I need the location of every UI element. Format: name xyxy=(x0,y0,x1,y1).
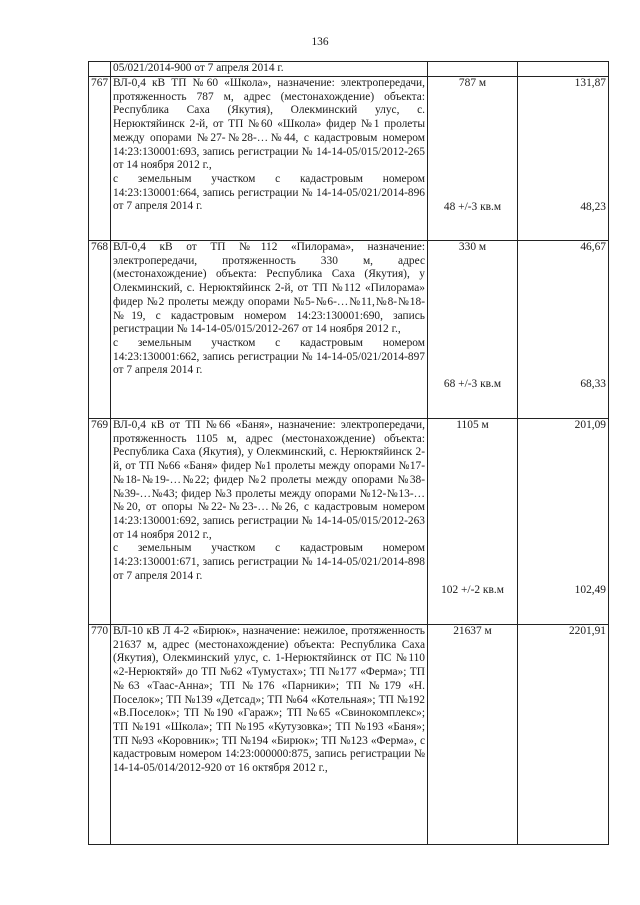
land-value: 68,33 xyxy=(580,378,606,390)
object-description-cell xyxy=(111,419,428,625)
object-description: ВЛ-0,4 кВ от ТП №66 «Баня», назначение: электропередачи, протяженность 1105 м, адрес (местонахождение) объекта: Республика Саха (Якутия), у Олекминский, с. Нерюктяйинск 2-й, от ТП №66 «Баня» фидер №1 пролеты между опорами №17-№18-№19-…№22; фидер №2 пролеты между опорами №38-№39-…№43; фидер №3 пролеты между опорами №12-№13-…№20, от опоры №22-№23-…№26, с кадастровым номером 14:23:130001:692, запись регистрации № 14-14-05/015/2012-263 от 14 ноября 2012 г., xyxy=(113,419,425,541)
value-cell xyxy=(518,419,609,625)
object-length: 21637 м xyxy=(453,625,492,637)
land-plot-description: с земельным участком с кадастровым номером 14:23:130001:671, запись регистрации № 14-14-05/021/2014-898 от 7 апреля 2014 г. xyxy=(113,542,425,582)
land-value: 102,49 xyxy=(574,584,606,596)
table-row xyxy=(89,241,609,419)
object-value: 131,87 xyxy=(574,77,606,89)
object-description-cell xyxy=(111,241,428,419)
table-row xyxy=(89,77,609,241)
carryover-value-cell xyxy=(518,62,609,77)
value-cell xyxy=(518,77,609,241)
object-description: ВЛ-10 кВ Л 4-2 «Бирюк», назначение: нежилое, протяженность 21637 м, адрес (местонахождение) объекта: Республика Саха (Якутия), Олекминский улус, с. 1-Нерюктяйинск от ПС №110 «2-Нерюктяй» до ТП №62 «Тумустах»; ТП №177 «Ферма»; ТП №63 «Таас-Анна»; ТП №176 «Парники»; ТП №179 «Н. Поселок»; ТП №139 «Детсад»; ТП №64 «Котельная»; ТП №192 «В.Поселок»; ТП №190 «Гараж»; ТП №65 «Свинокомплекс»; ТП №191 «Школа»; ТП №195 «Кутузовка»; ТП №193 «Баня»; ТП №93 «Коровник»; ТП №194 «Бирюк»; ТП №123 «Ферма», с кадастровым номером 14:23:000000:875, запись регистрации № 14-14-05/014/2012-920 от 16 октября 2012 г., xyxy=(113,625,425,775)
land-area: 48 +/-3 кв.м xyxy=(443,201,502,213)
carryover-text-cell xyxy=(111,62,428,77)
table-row xyxy=(89,625,609,845)
page-number: 136 xyxy=(311,36,329,48)
object-description: ВЛ-0,4 кВ от ТП №112 «Пилорама», назначение: электропередачи, протяженность 330 м, адрес (местонахождение) объекта: Республика Саха (Якутия), у Олекминский, с. Нерюктяйинск 2-й, от ТП №112 «Пилорама» фидер №2 пролеты между опорами №5-№6-…№11,№8-№18-№19, с кадастровым номером 14:23:130001:690, запись регистрации № 14-14-05/015/2012-267 от 14 ноября 2012 г., xyxy=(113,241,425,336)
carryover-text: 05/021/2014-900 от 7 апреля 2014 г. xyxy=(113,62,284,74)
object-length: 1105 м xyxy=(456,419,489,431)
object-value: 201,09 xyxy=(574,419,606,431)
object-description: ВЛ-0,4 кВ ТП №60 «Школа», назначение: электропередачи, протяженность 787 м, адрес (местонахождение) объекта: Республика Саха (Якутия), Олекминский улус, с. Нерюктяйинск 2-й, от ТП №60 «Школа» фидер №1 пролеты между опорами №27-№28-…№44, с кадастровым номером 14:23:130001:693, запись регистрации № 14-14-05/015/2012-265 от 14 ноября 2012 г., xyxy=(113,77,425,172)
land-plot-description: с земельным участком с кадастровым номером 14:23:130001:662, запись регистрации № 14-14-05/021/2014-897 от 7 апреля 2014 г. xyxy=(113,336,425,377)
quantity-cell xyxy=(428,625,518,845)
carryover-row xyxy=(89,62,609,77)
row-number: 768 xyxy=(89,241,111,419)
object-length: 330 м xyxy=(458,241,487,253)
object-description-cell xyxy=(111,77,428,241)
object-value: 46,67 xyxy=(580,241,606,253)
quantity-cell xyxy=(428,241,518,419)
table-row xyxy=(89,419,609,625)
land-plot-description: с земельным участком с кадастровым номером 14:23:130001:664, запись регистрации № 14-14-05/021/2014-896 от 7 апреля 2014 г. xyxy=(113,172,425,213)
row-number: 769 xyxy=(89,419,111,625)
property-registry-table xyxy=(88,61,609,845)
object-value: 2201,91 xyxy=(568,625,606,637)
object-description-cell xyxy=(111,625,428,845)
quantity-cell xyxy=(428,77,518,241)
carryover-qty-cell xyxy=(428,62,518,77)
row-number: 770 xyxy=(89,625,111,845)
value-cell xyxy=(518,625,609,845)
object-length: 787 м xyxy=(458,77,487,89)
value-cell xyxy=(518,241,609,419)
land-area: 102 +/-2 кв.м xyxy=(441,584,504,596)
land-area: 68 +/-3 кв.м xyxy=(443,378,502,390)
row-number: 767 xyxy=(89,77,111,241)
carryover-num-cell xyxy=(89,62,111,77)
quantity-cell xyxy=(428,419,518,625)
land-value: 48,23 xyxy=(580,201,606,213)
